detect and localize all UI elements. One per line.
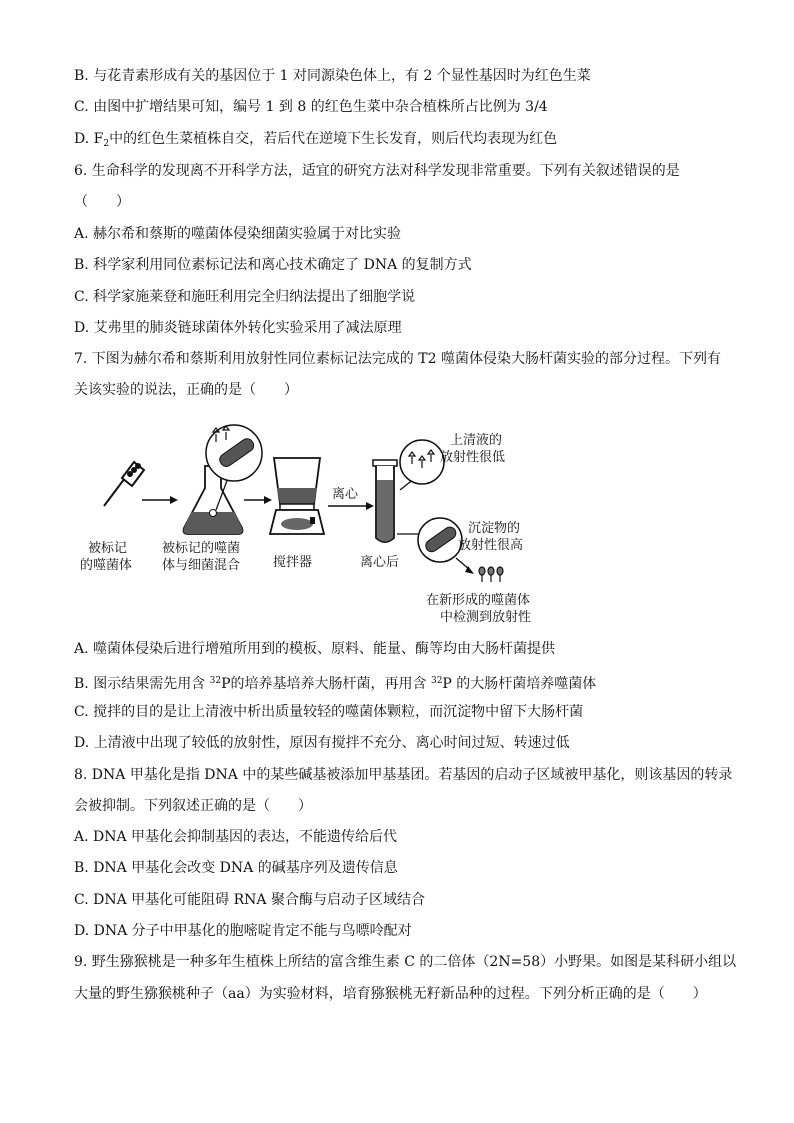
question-8-stem: 8. DNA 甲基化是指 DNA 中的某些碱基被添加甲基基团。若基因的启动子区域被甲基化，则该基因的转录 [74,767,733,783]
label-labeled-phage-1: 被标记 [88,541,128,556]
question-8-stem-cont: 会被抑制。下列叙述正确的是（ ） [74,798,312,814]
q7-option-d: D. 上清液中出现了较低的放射性，原因有搅拌不充分、离心时间过短、转速过低 [74,735,570,751]
label-after-centrifuge: 离心后 [360,555,400,570]
line-q5-b: B. 与花青素形成有关的基因位于 1 对同源染色体上，有 2 个显性基因时为红色生菜 [74,68,591,84]
label-labeled-phage-2: 的噬菌体 [80,558,133,573]
arrowhead-3 [366,502,374,510]
question-6-stem: 6. 生命科学的发现离不开科学方法，适宜的研究方法对科学发现非常重要。下列有关叙述错误的是 [74,163,680,179]
q6-option-a: A. 赫尔希和蔡斯的噬菌体侵染细菌实验属于对比实验 [74,226,402,242]
zoom-circle-mix [206,425,262,481]
q8-option-d: D. DNA 分子中甲基化的胞嘧啶肯定不能与鸟嘌呤配对 [74,923,412,939]
q7-option-b [74,672,596,693]
label-centrifuge-arrow: 离心 [332,487,359,502]
label-sediment-1: 沉淀物的 [468,521,521,536]
label-new-phage-1: 在新形成的噬菌体 [426,593,531,608]
zoom-circle-supernatant [400,440,444,484]
text-part: B. 图示结果需先用含 [74,676,210,692]
label-supernatant-1: 上清液的 [450,433,503,448]
q6-option-c: C. 科学家施莱登和施旺利用完全归纳法提出了细胞学说 [74,289,416,305]
subscript: 2 [103,139,110,149]
stirrer-icon [270,458,324,534]
question-7-stem-cont: 关该实验的说法，正确的是（ ） [74,382,298,398]
question-7-stem: 7. 下图为赫尔希和蔡斯利用放射性同位素标记法完成的 T2 噬菌体侵染大肠杆菌实验的部分过程。下列有 [74,351,721,367]
text-part: P的培养基培养大肠杆菌，再用含 [221,676,431,692]
question-9-stem: 9. 野生猕猴桃是一种多年生植株上所结的富含维生素 C 的二倍体（2N=58）小野果。如图是某科研小组以 [74,954,737,970]
dropper-icon [104,462,144,506]
new-phage-icon [479,567,503,582]
label-new-phage-2: 中检测到放射性 [440,610,532,625]
zoom-circle-sediment [418,518,462,562]
q6-option-d: D. 艾弗里的肺炎链球菌体外转化实验采用了减法原理 [74,320,402,336]
label-supernatant-2: 放射性很低 [440,450,506,465]
superscript: 32 [430,676,443,686]
arrowhead-2 [264,496,272,504]
centrifuge-tube-icon [373,460,397,542]
arrowhead-1 [170,496,178,504]
q8-option-a: A. DNA 甲基化会抑制基因的表达，不能遗传给后代 [74,829,398,845]
question-9-stem-cont: 大量的野生猕猴桃种子（aa）为实验材料，培育猕猴桃无籽新品种的过程。下列分析正确的是（ ） [74,986,707,1002]
line-q5-c: C. 由图中扩增结果可知，编号 1 到 8 的红色生菜中杂合植株所占比例为 3/4 [74,99,548,115]
label-sediment-2: 放射性很高 [458,538,524,553]
label-mix-1: 被标记的噬菌 [162,541,241,556]
label-stirrer: 搅拌器 [273,555,313,570]
line-q5-d [74,130,557,153]
q6-option-b: B. 科学家利用同位素标记法和离心技术确定了 DNA 的复制方式 [74,257,472,273]
phage-experiment-figure [70,418,730,628]
question-6-bracket: （ ） [74,194,130,210]
q7-option-a: A. 噬菌体侵染后进行增殖所用到的模板、原料、能量、酶等均由大肠杆菌提供 [74,641,556,657]
q7-option-c: C. 搅拌的目的是让上清液中析出质量较轻的噬菌体颗粒，而沉淀物中留下大肠杆菌 [74,704,584,720]
text-part: P 的大肠杆菌培养噬菌体 [442,676,597,692]
superscript: 32 [209,676,222,686]
q8-option-c: C. DNA 甲基化可能阻碍 RNA 聚合酶与启动子区域结合 [74,892,425,908]
text-part: D. F [74,131,104,147]
text-part: 中的红色生菜植株自交，若后代在逆境下生长发育，则后代均表现为红色 [109,131,558,147]
label-mix-2: 体与细菌混合 [162,558,241,573]
q8-option-b: B. DNA 甲基化会改变 DNA 的碱基序列及遗传信息 [74,860,398,876]
